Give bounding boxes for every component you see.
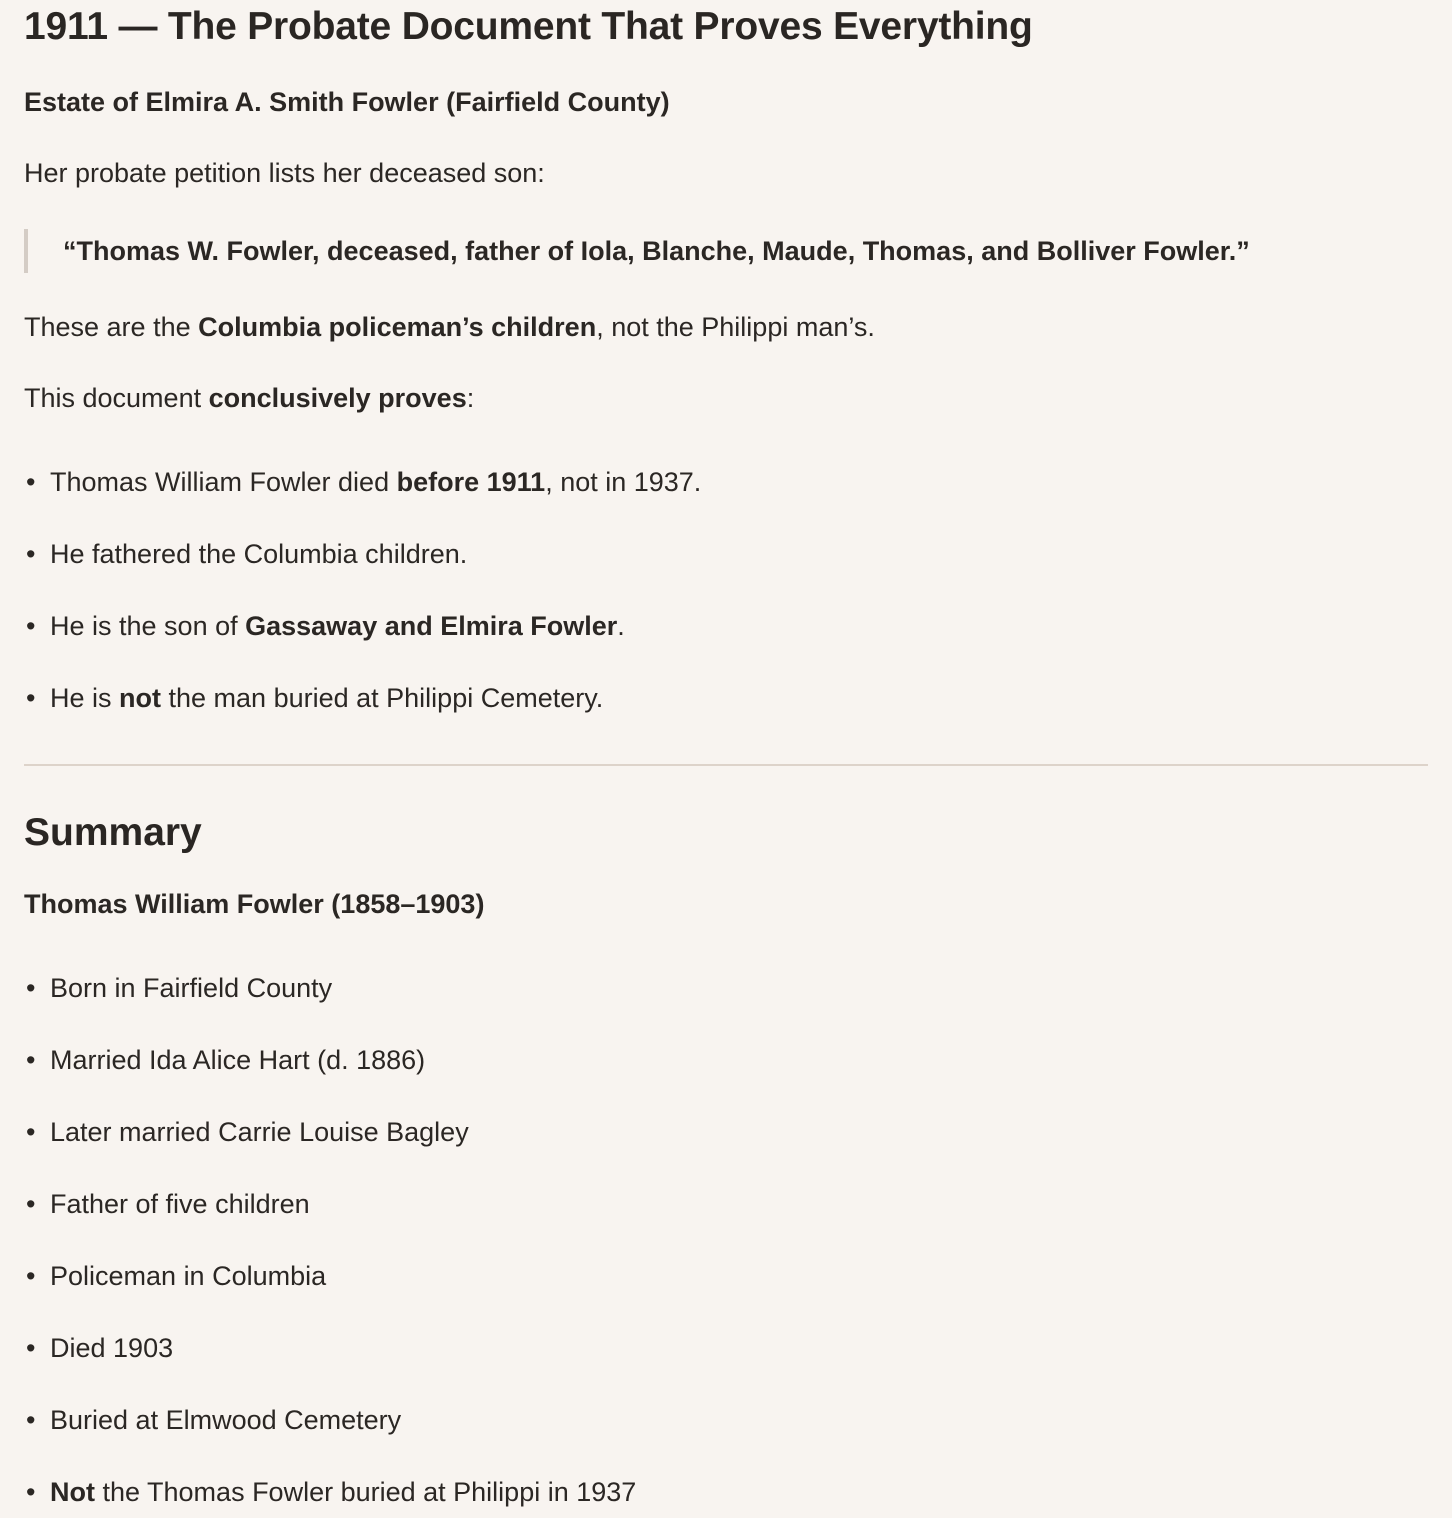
list-item <box>24 1044 1428 1076</box>
list-item <box>24 972 1428 1004</box>
proof-tail: . <box>617 611 625 641</box>
list-item <box>24 1476 1428 1508</box>
page-title: 1911 — The Probate Document That Proves Everything <box>24 5 1033 48</box>
fact-text: Born in Fairfield County <box>50 973 333 1003</box>
proves-statement-emphasis: conclusively proves <box>208 383 467 413</box>
fact-text: Married Ida Alice Hart (d. 1886) <box>50 1045 426 1075</box>
fact-text: the Thomas Fowler buried at Philippi in 1937 <box>94 1477 637 1507</box>
list-item <box>24 466 1428 498</box>
probate-quote: “Thomas W. Fowler, deceased, father of Iola, Blanche, Maude, Thomas, and Bolliver Fowler.” <box>24 229 1428 273</box>
fact-emphasis: Not <box>50 1477 95 1507</box>
proof-lead: He fathered the Columbia children. <box>50 539 468 569</box>
children-statement-emphasis: Columbia policeman’s children <box>198 312 597 342</box>
proof-emphasis: Gassaway and Elmira Fowler <box>245 611 618 641</box>
proof-list <box>24 466 1428 714</box>
list-item <box>24 610 1428 642</box>
list-item <box>24 1188 1428 1220</box>
list-item <box>24 1404 1428 1436</box>
list-item <box>24 1116 1428 1148</box>
proof-lead: He is <box>50 683 120 713</box>
list-item <box>24 538 1428 570</box>
proves-statement <box>24 382 1428 414</box>
fact-text: Father of five children <box>50 1189 310 1219</box>
list-item <box>24 1260 1428 1292</box>
estate-title: Estate of Elmira A. Smith Fowler (Fairfield County) <box>24 87 670 117</box>
proves-statement-lead: This document <box>24 383 209 413</box>
proof-lead: Thomas William Fowler died <box>50 467 397 497</box>
children-statement-lead: These are the <box>24 312 199 342</box>
children-statement <box>24 311 1428 343</box>
list-item <box>24 682 1428 714</box>
proves-statement-tail: : <box>466 383 475 413</box>
summary-person-name: Thomas William Fowler (1858–1903) <box>24 889 485 919</box>
proof-emphasis: not <box>119 683 162 713</box>
summary-heading: Summary <box>24 811 202 854</box>
summary-fact-list <box>24 972 1428 1508</box>
proof-lead: He is the son of <box>50 611 246 641</box>
fact-text: Policeman in Columbia <box>50 1261 327 1291</box>
proof-emphasis: before 1911 <box>396 467 546 497</box>
section-divider <box>24 764 1428 766</box>
fact-text: Later married Carrie Louise Bagley <box>50 1117 469 1147</box>
proof-tail: the man buried at Philippi Cemetery. <box>161 683 604 713</box>
children-statement-tail: , not the Philippi man’s. <box>596 312 875 342</box>
list-item <box>24 1332 1428 1364</box>
fact-text: Buried at Elmwood Cemetery <box>50 1405 402 1435</box>
fact-text: Died 1903 <box>50 1333 174 1363</box>
proof-tail: , not in 1937. <box>545 467 702 497</box>
intro-text: Her probate petition lists her deceased son: <box>24 158 545 188</box>
